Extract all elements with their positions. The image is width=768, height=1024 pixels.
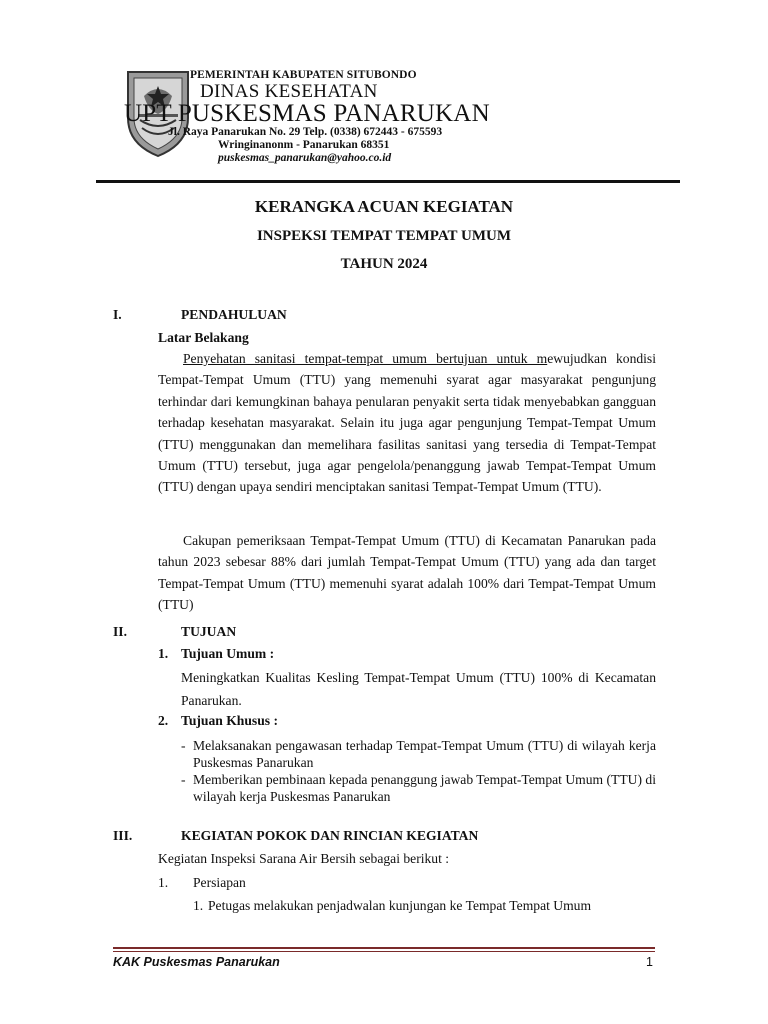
section-1-paragraph-1 [158,348,656,498]
tujuan-umum-number: 1. [158,646,169,661]
tujuan-umum-text: Meningkatkan Kualitas Kesling Tempat-Tempat Umum (TTU) 100% di Kecamatan Panarukan. [181,670,656,708]
page-number: 1 [646,955,653,969]
list-item [181,771,656,805]
document-year: TAHUN 2024 [340,256,428,272]
step-1-number: 1. [158,875,169,890]
paragraph-1-text: ewujudkan kondisi Tempat-Tempat Umum (TTU) yang memenuhi syarat agar masyarakat pengunjung terhindar dari kemungkinan bahaya penularan penyakit serta tidak menyebabkan gangguan terhadap kesehatan masyarakat. Selain itu juga agar pengunjung Tempat-Tempat Umum (TTU) menggunakan dan memelihara fasilitas sanitasi yang tersedia di Tempat-Tempat Umum (TTU) tersebut, juga agar pengelola/penanggung jawab Tempat-Tempat Umum (TTU) dengan upaya sendiri menciptakan sanitasi Tempat-Tempat Umum (TTU). [158,351,657,495]
tujuan-khusus-number: 2. [158,713,169,728]
paragraph-2-text: Cakupan pemeriksaan Tempat-Tempat Umum (TTU) di Kecamatan Panarukan pada tahun 2023 sebesar 88% dari jumlah Tempat-Tempat Umum (TTU) yang ada dan target Tempat-Tempat Umum (TTU) memenuhi syarat adalah 100% dari Tempat-Tempat Umum (TTU) [158,533,656,613]
section-1-number: I. [113,307,122,322]
section-2-heading: TUJUAN [181,624,237,639]
list-item [181,737,656,771]
letterhead-divider [96,180,680,183]
letterhead-agency: DINAS KESEHATAN [200,81,378,102]
list-item-text: Melaksanakan pengawasan terhadap Tempat-Tempat Umum (TTU) di wilayah kerja Puskesmas Panarukan [193,738,656,770]
document-subtitle: INSPEKSI TEMPAT TEMPAT UMUM [256,228,512,244]
substep-1-text: Petugas melakukan penjadwalan kunjungan ke Tempat Tempat Umum [208,898,592,913]
bullet-dash: - [181,772,186,787]
section-3-heading: KEGIATAN POKOK DAN RINCIAN KEGIATAN [181,828,479,843]
section-3-number: III. [113,828,133,843]
section-1-paragraph-2 [158,530,656,616]
section-2-number: II. [113,624,127,639]
document-title: KERANGKA ACUAN KEGIATAN [254,197,514,216]
letterhead-city: Wringinanonm - Panarukan 68351 [218,139,390,151]
tujuan-khusus-label: Tujuan Khusus : [181,713,278,728]
footer-divider-thin [113,951,655,952]
section-1-heading: PENDAHULUAN [181,307,287,322]
tujuan-umum-label: Tujuan Umum : [181,646,275,661]
paragraph-1-underlined-text: Penyehatan sanitasi tempat-tempat umum bertujuan untuk m [183,351,548,366]
letterhead-email: puskesmas_panarukan@yahoo.co.id [218,152,392,164]
footer-divider [113,947,655,949]
section-1-subheading: Latar Belakang [158,330,249,345]
letterhead-government: PEMERINTAH KABUPATEN SITUBONDO [190,69,417,81]
letterhead-address: Jl. Raya Panarukan No. 29 Telp. (0338) 672443 - 675593 [168,126,443,138]
footer-title: KAK Puskesmas Panarukan [113,955,280,969]
section-3-intro: Kegiatan Inspeksi Sarana Air Bersih sebagai berikut : [158,851,450,866]
letterhead-institution: UPT PUSKESMAS PANARUKAN [124,100,490,127]
bullet-dash: - [181,738,186,753]
step-1-label: Persiapan [193,875,246,890]
substep-1-number: 1. [193,898,204,913]
list-item-text: Memberikan pembinaan kepada penanggung jawab Tempat-Tempat Umum (TTU) di wilayah kerja Puskesmas Panarukan [193,772,656,804]
